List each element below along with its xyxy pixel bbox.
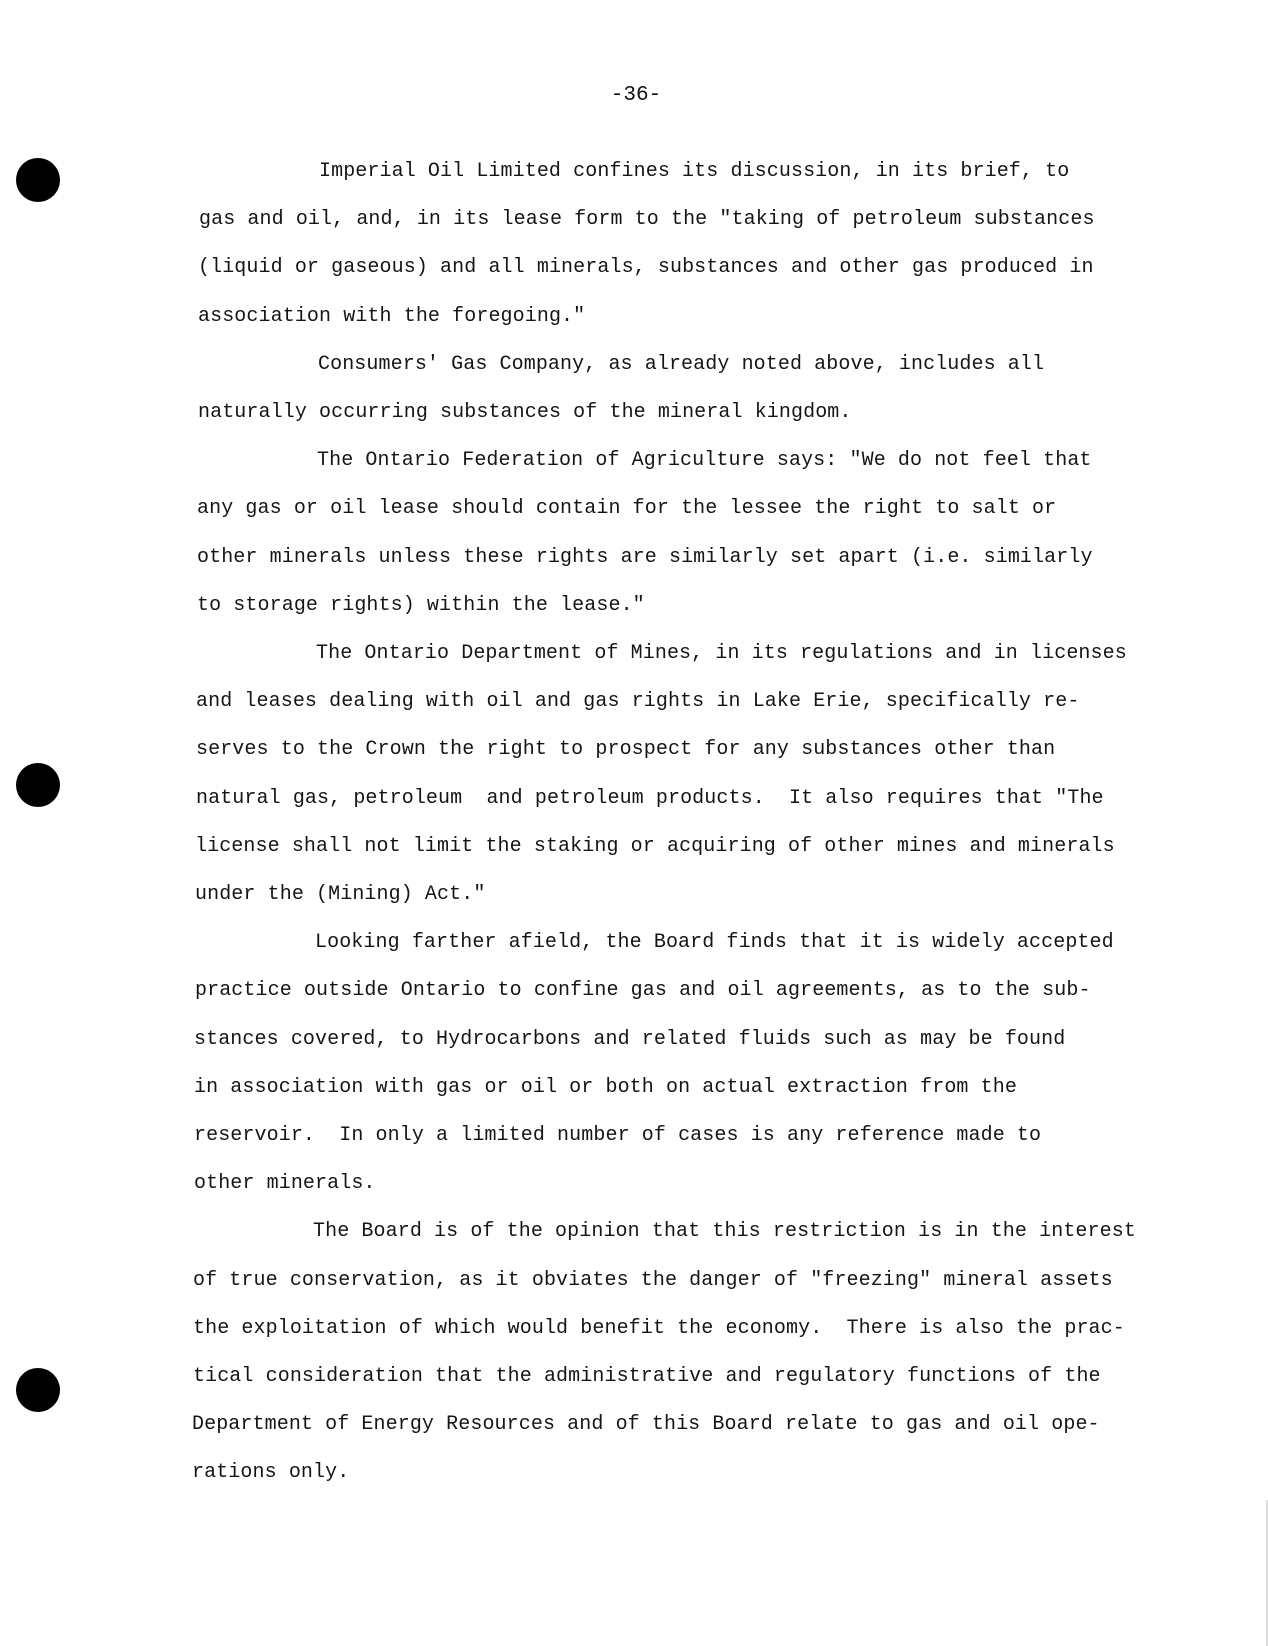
paragraph-line: of true conservation, as it obviates the danger of "freezing" mineral assets — [193, 1268, 1113, 1292]
paragraph-first-line: Consumers' Gas Company, as already noted above, includes all — [318, 352, 1045, 376]
paragraph-line: rations only. — [192, 1461, 350, 1485]
paragraph-line: tical consideration that the administrative and regulatory functions of the — [193, 1365, 1101, 1388]
paragraph-line: and leases dealing with oil and gas rights in Lake Erie, specifically re- — [196, 690, 1080, 714]
paragraph-first-line: The Ontario Federation of Agriculture says: "We do not feel that — [317, 449, 1092, 473]
paragraph-line: gas and oil, and, in its lease form to the "taking of petroleum substances — [199, 208, 1095, 232]
paragraph-line: in association with gas or oil or both on actual extraction from the — [194, 1075, 1017, 1099]
paragraph-line: stances covered, to Hydrocarbons and related fluids such as may be found — [194, 1027, 1066, 1051]
paragraph-line: Department of Energy Resources and of this Board relate to gas and oil ope- — [192, 1413, 1100, 1437]
paragraph-line: any gas or oil lease should contain for the lessee the right to salt or — [197, 497, 1057, 521]
paragraph-line: reservoir. In only a limited number of cases is any reference made to — [194, 1124, 1042, 1147]
paragraph-line: under the (Mining) Act." — [195, 883, 486, 906]
paragraph-line: other minerals. — [194, 1172, 376, 1196]
paragraph-line: other minerals unless these rights are similarly set apart (i.e. similarly — [197, 545, 1093, 569]
paragraph-line: serves to the Crown the right to prospect for any substances other than — [196, 738, 1056, 762]
paragraph-first-line: The Ontario Department of Mines, in its regulations and in licenses — [316, 642, 1127, 665]
paragraph-line: natural gas, petroleum and petroleum products. It also requires that "The — [196, 786, 1104, 810]
paragraph-first-line: Looking farther afield, the Board finds that it is widely accepted — [315, 931, 1114, 955]
paragraph-line: association with the foregoing." — [198, 304, 586, 328]
paragraph-line: the exploitation of which would benefit the economy. There is also the prac- — [193, 1316, 1125, 1340]
paragraph-line: naturally occurring substances of the mineral kingdom. — [198, 401, 852, 424]
paragraph-first-line: The Board is of the opinion that this restriction is in the interest — [313, 1220, 1136, 1244]
paragraph-line: (liquid or gaseous) and all minerals, substances and other gas produced in — [198, 256, 1094, 280]
punch-hole — [16, 158, 60, 202]
paragraph-first-line: Imperial Oil Limited confines its discussion, in its brief, to — [319, 160, 1070, 183]
paragraph-line: license shall not limit the staking or acquiring of other mines and minerals — [195, 834, 1115, 858]
page-number: -36- — [610, 84, 662, 107]
punch-hole — [16, 1368, 60, 1412]
paragraph-line: to storage rights) within the lease." — [197, 593, 645, 617]
paragraph-line: practice outside Ontario to confine gas and oil agreements, as to the sub- — [195, 979, 1091, 1003]
punch-hole — [16, 763, 60, 807]
